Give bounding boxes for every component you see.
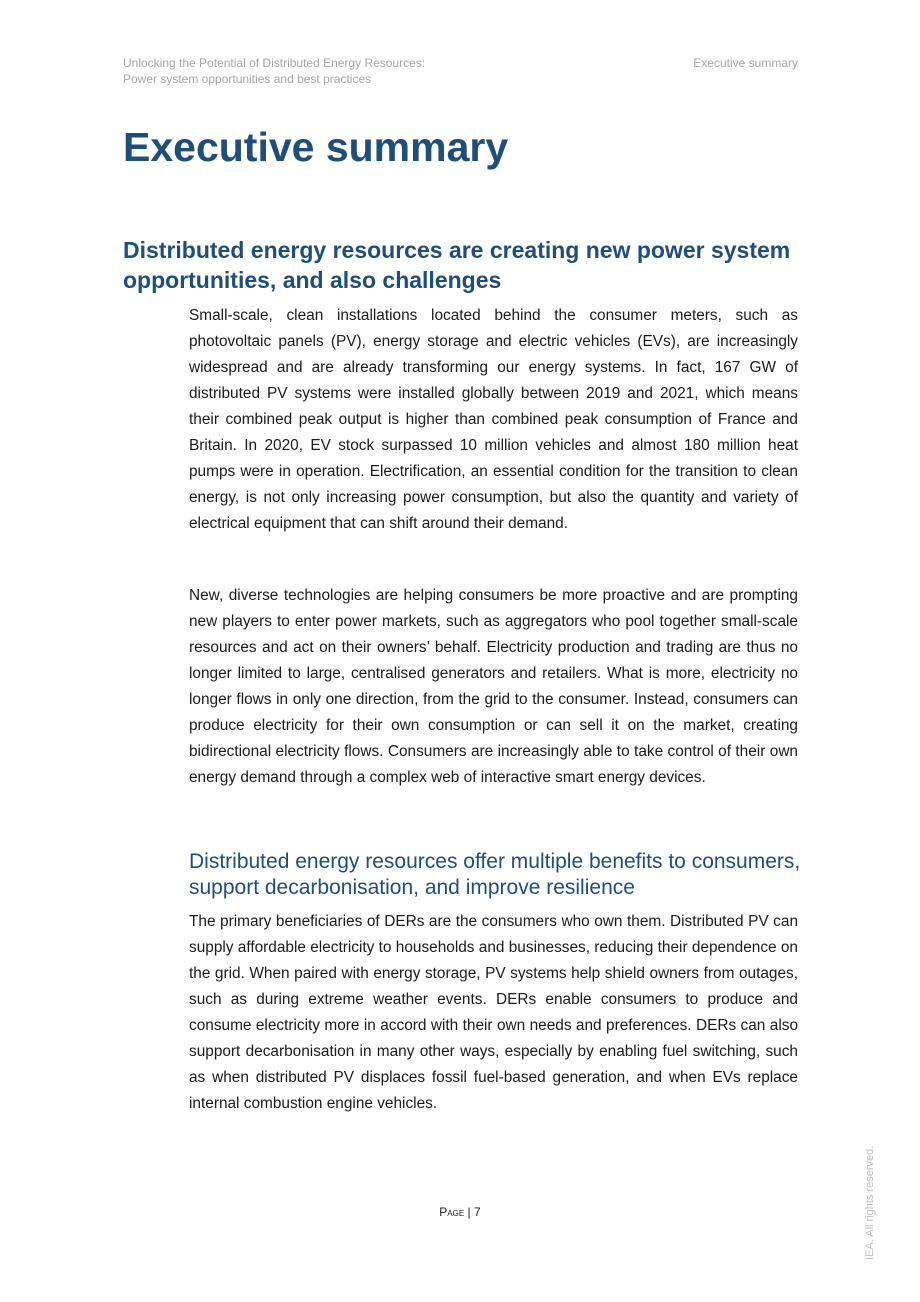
rights-notice: IEA. All rights reserved. xyxy=(864,1145,876,1260)
body-paragraph: Small-scale, clean installations located behind the consumer meters, such as photovoltaic panels (PV), energy storage and electric vehicles (EVs), are increasingly widespread and are already transforming our energy systems. In fact, 167 GW of distributed PV systems were installed globally between 2019 and 2021, which means their combined peak output is higher than combined peak consumption of France and Britain. In 2020, EV stock surpassed 10 million vehicles and almost 180 million heat pumps were in operation. Electrification, an essential condition for the transition to clean energy, is not only increasing power consumption, but also the quantity and variety of electrical equipment that can shift around their demand. xyxy=(189,307,798,532)
body-paragraph: New, diverse technologies are helping consumers be more proactive and are prompting new players to enter power markets, such as aggregators who pool together small-scale resources and act on their owners’ behalf. Electricity production and trading are thus no longer limited to large, centralised generators and retailers. What is more, electricity no longer flows in only one direction, from the grid to the consumer. Instead, consumers can produce electricity for their own consumption or can sell it on the market, creating bidirectional electricity flows. Consumers are increasingly able to take control of their own energy demand through a complex web of interactive smart energy devices. xyxy=(189,587,798,786)
body-paragraph: The primary beneficiaries of DERs are the consumers who own them. Distributed PV can supply affordable electricity to households and businesses, reducing their dependence on the grid. When paired with energy storage, PV systems help shield owners from outages, such as during extreme weather events. DERs enable consumers to produce and consume electricity more in accord with their own needs and preferences. DERs can also support decarbonisation in many other ways, especially by enabling fuel switching, such as when distributed PV displaces fossil fuel-based generation, and when EVs replace internal combustion engine vehicles. xyxy=(189,913,798,1112)
page-footer xyxy=(0,1204,920,1220)
running-header-report-title xyxy=(123,55,425,87)
running-header-title-line-1: Unlocking the Potential of Distributed Energy Resources: xyxy=(123,56,426,70)
running-header-title-line-2: Power system opportunities and best practices xyxy=(123,72,372,86)
page-label: Page xyxy=(439,1205,465,1219)
page-title: Executive summary xyxy=(123,124,509,170)
running-header-chapter: Executive summary xyxy=(693,56,798,70)
section-heading: Distributed energy resources are creating new power system opportunities, and also challenges xyxy=(123,237,791,293)
page-separator: | xyxy=(467,1205,471,1219)
subsection-heading: Distributed energy resources offer multiple benefits to consumers, support decarbonisation, and improve resilience xyxy=(189,850,801,899)
page-number: 7 xyxy=(474,1205,481,1219)
